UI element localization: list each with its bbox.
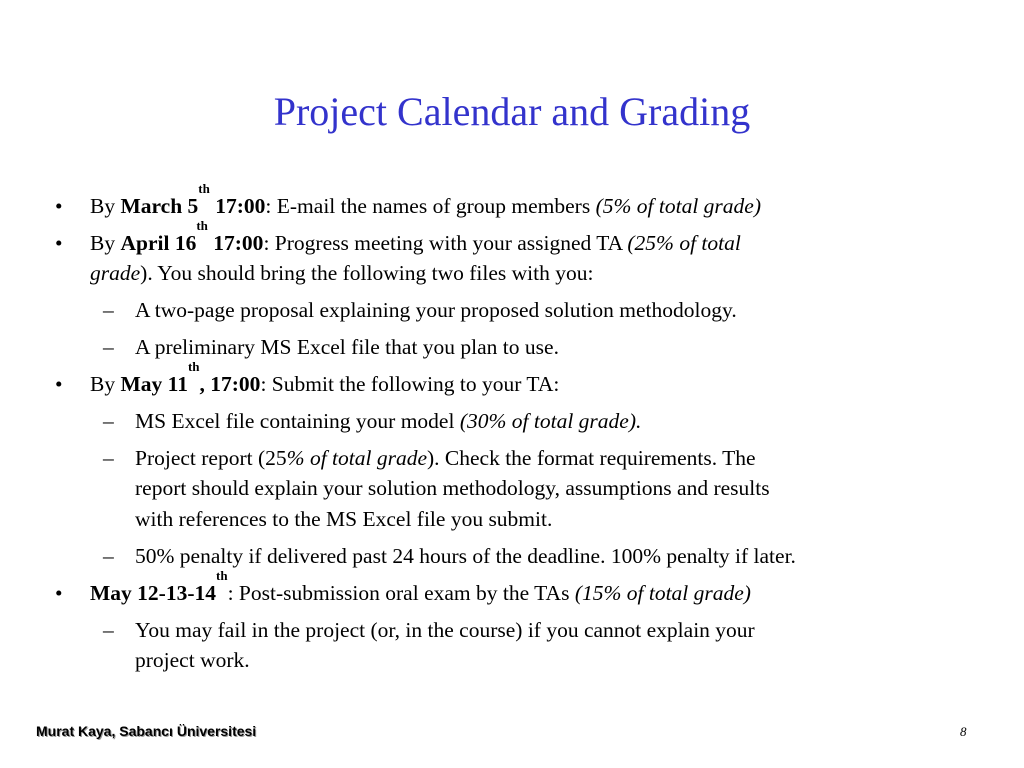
grade-weight: (5% of total grade) — [595, 194, 762, 218]
bullet-marker: • — [55, 231, 63, 255]
footer-author: Murat Kaya, Sabancı Üniversitesi — [36, 723, 257, 739]
grade-weight: (30% of total grade). — [459, 409, 642, 433]
sub-bullet-marker: – — [103, 298, 114, 322]
sub-item-proposal: A two-page proposal explaining your proposed solution methodology. — [135, 298, 737, 322]
bullet-marker: • — [55, 194, 63, 218]
deadline-time: , 17:00 — [199, 372, 261, 396]
sub-bullet-marker: – — [103, 544, 114, 568]
sub-bullet-marker: – — [103, 335, 114, 359]
sub-item-excel-model — [135, 408, 641, 434]
grade-weight: (25% of total — [627, 231, 741, 255]
deadline-date: March 5 — [120, 194, 199, 218]
grade-weight: (15% of total grade) — [574, 581, 751, 605]
deadline-time: 17:00 — [209, 194, 266, 218]
deadline-time: 17:00 — [207, 231, 264, 255]
deadline-date: May 11 — [120, 372, 188, 396]
bullet-text: : E-mail the names of group members — [265, 194, 596, 218]
bullet-item-april — [90, 218, 741, 256]
sub-bullet-marker: – — [103, 409, 114, 433]
date-suffix: th — [187, 359, 200, 374]
bullet-item-april-cont — [90, 260, 593, 286]
bullet-prefix: By — [90, 194, 121, 218]
sub-item-report-line2: report should explain your solution methodology, assumptions and results — [135, 476, 770, 500]
bullet-text: : Submit the following to your TA: — [260, 372, 560, 396]
grade-weight: grade — [90, 261, 141, 285]
date-suffix: th — [198, 181, 210, 196]
grade-weight: % of total grade — [286, 446, 427, 470]
bullet-text: ). You should bring the following two files with you: — [140, 261, 594, 285]
deadline-date: May 12-13-14 — [90, 581, 216, 605]
bullet-prefix: By — [90, 372, 121, 396]
sub-item-penalty: 50% penalty if delivered past 24 hours of the deadline. 100% penalty if later. — [135, 544, 796, 568]
bullet-item-oral-exam — [90, 568, 751, 606]
sub-item-report — [135, 445, 756, 471]
bullet-marker: • — [55, 372, 63, 396]
bullet-marker: • — [55, 581, 63, 605]
sub-item-text: Project report (25 — [135, 446, 287, 470]
sub-item-excel-prelim: A preliminary MS Excel file that you plan to use. — [135, 335, 559, 359]
sub-item-text: ). Check the format requirements. The — [427, 446, 756, 470]
sub-bullet-marker: – — [103, 446, 114, 470]
sub-item-report-line3: with references to the MS Excel file you submit. — [135, 507, 553, 531]
sub-bullet-marker: – — [103, 618, 114, 642]
date-suffix: th — [216, 568, 228, 583]
sub-item-fail-warning-line2: project work. — [135, 648, 250, 672]
bullet-text: : Post-submission oral exam by the TAs — [227, 581, 575, 605]
bullet-item-may — [90, 359, 560, 397]
bullet-text: : Progress meeting with your assigned TA — [263, 231, 628, 255]
date-suffix: th — [196, 218, 208, 233]
bullet-prefix: By — [90, 231, 121, 255]
sub-item-text: MS Excel file containing your model — [135, 409, 460, 433]
sub-item-fail-warning: You may fail in the project (or, in the course) if you cannot explain your — [135, 618, 755, 642]
slide-title: Project Calendar and Grading — [273, 89, 751, 134]
bullet-item-march — [90, 181, 762, 219]
deadline-date: April 16 — [120, 231, 197, 255]
page-number: 8 — [960, 724, 967, 739]
